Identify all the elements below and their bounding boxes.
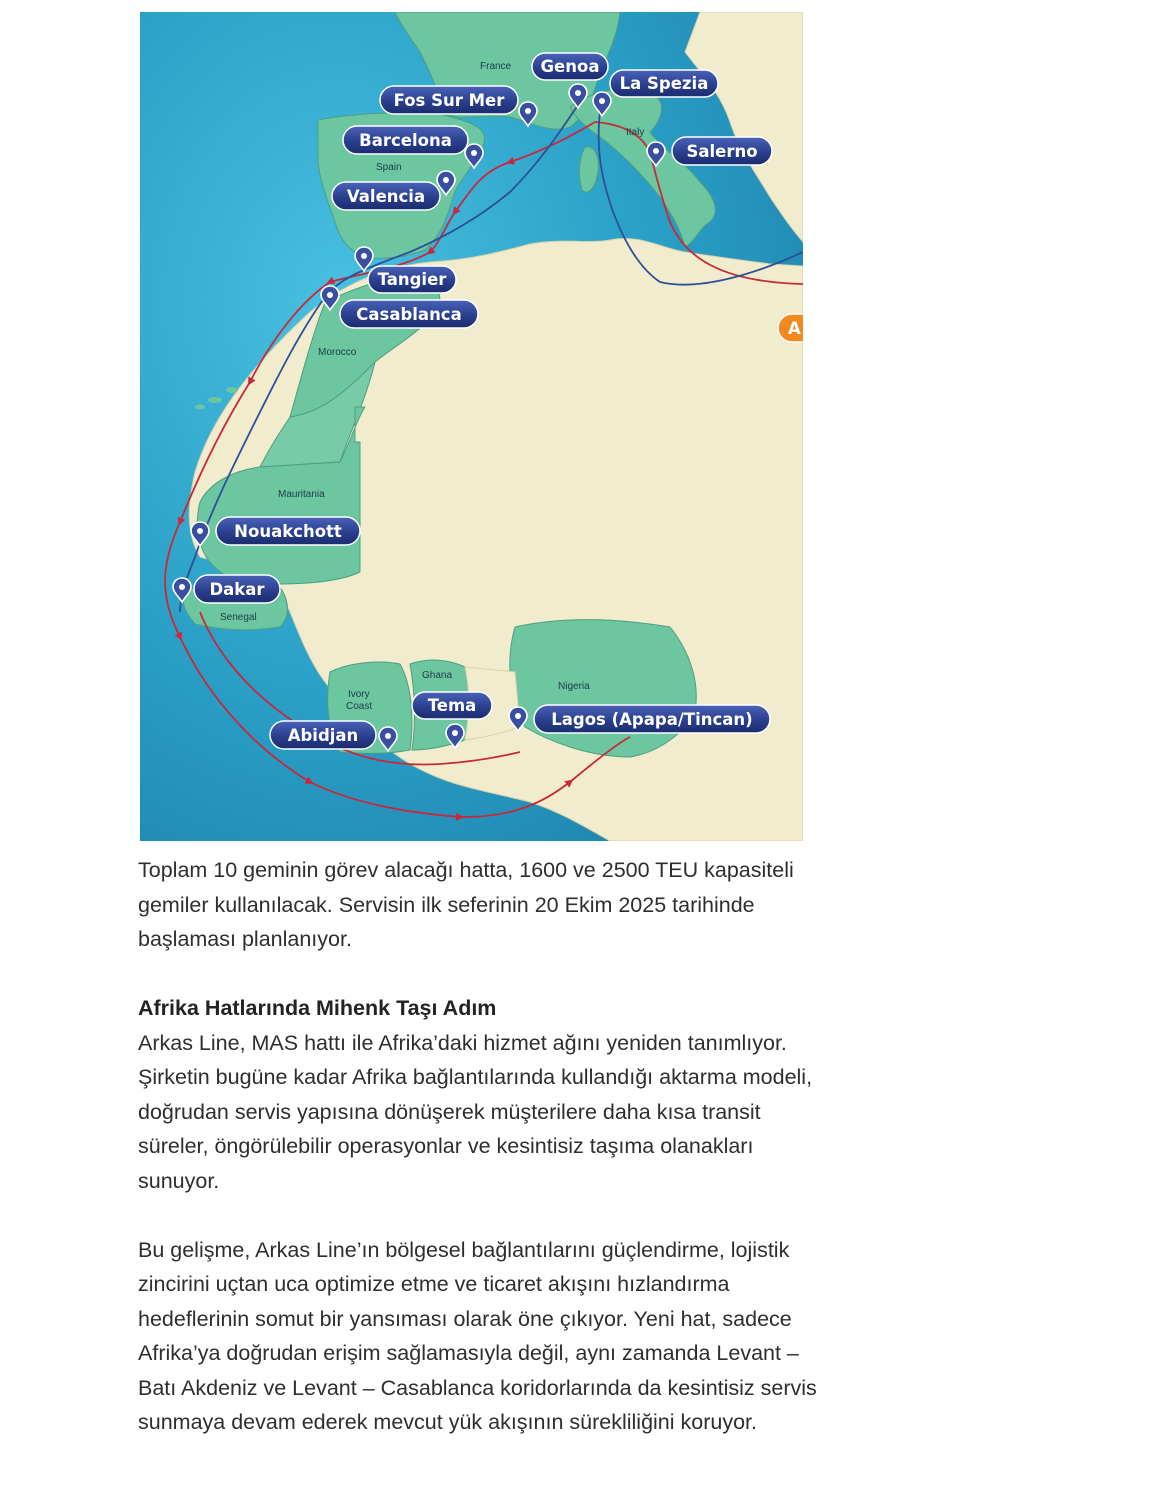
article-paragraph-3: Bu gelişme, Arkas Line’ın bölgesel bağlantılarını güçlendirme, lojistik zincirini uçtan uca optimize etme ve ticaret akışını hızlandırma hedeflerinin somut bir yansıması olarak öne çıkıyor. Yeni hat, sadece Afrika’ya doğrudan erişim sağlamasıyla değil, aynı zamanda Levant – Batı Akdeniz ve Levant – Casablanca koridorlarında da kesintisiz servis sunmaya devam ederek mevcut yük akışının sürekliliğini koruyor.: [138, 1237, 817, 1434]
port-label-dakar: [194, 575, 280, 603]
paragraph-spacer: [138, 1198, 818, 1233]
country-label-france: France: [480, 61, 512, 72]
route-map-canvas: [140, 12, 803, 841]
svg-text:Tangier: Tangier: [377, 270, 447, 289]
port-label-la-spezia: [610, 70, 718, 97]
country-label-ghana: Ghana: [422, 670, 453, 681]
port-label-nouakchott: [216, 517, 360, 545]
svg-text:Nouakchott: Nouakchott: [234, 522, 342, 541]
canary-island: [208, 397, 222, 403]
article-paragraph-2: Arkas Line, MAS hattı ile Afrika’daki hizmet ağını yeniden tanımlıyor. Şirketin bugüne kadar Afrika bağlantılarında kullandığı aktarma modeli, doğrudan servis yapısına dönüşerek müşterilere daha kısa transit süreler, öngörülebilir operasyonlar ve kesintisiz taşıma olanakları sunuyor.: [138, 1030, 813, 1193]
country-label-ivory-coast-1: Ivory: [348, 689, 370, 700]
canary-island: [195, 405, 205, 410]
port-label-cutoff: [778, 314, 803, 342]
svg-text:Fos Sur Mer: Fos Sur Mer: [393, 91, 505, 110]
article-subheading: Afrika Hatlarında Mihenk Taşı Adım: [138, 996, 497, 1020]
port-label-tema: [412, 692, 492, 719]
svg-text:Abidjan: Abidjan: [287, 726, 359, 745]
port-label-barcelona: [343, 126, 468, 154]
country-label-italy: Italy: [626, 127, 645, 138]
svg-text:Tema: Tema: [427, 696, 477, 715]
svg-text:Barcelona: Barcelona: [359, 131, 452, 150]
country-label-mauritania: Mauritania: [278, 489, 325, 500]
country-label-senegal: Senegal: [220, 612, 257, 623]
svg-text:A: A: [788, 319, 801, 338]
article-paragraph-1: Toplam 10 geminin görev alacağı hatta, 1600 ve 2500 TEU kapasiteli gemiler kullanılacak. Servisin ilk seferinin 20 Ekim 2025 tarihinde başlaması planlanıyor.: [138, 858, 794, 951]
svg-text:Casablanca: Casablanca: [356, 305, 462, 324]
country-label-nigeria: Nigeria: [558, 681, 590, 692]
article-body: [138, 853, 818, 1440]
country-label-ivory-coast-2: Coast: [346, 701, 373, 712]
svg-text:Valencia: Valencia: [346, 187, 426, 206]
svg-text:Salerno: Salerno: [686, 142, 758, 161]
port-label-abidjan: [270, 721, 376, 749]
country-label-morocco: Morocco: [318, 347, 357, 358]
port-label-lagos: [534, 705, 770, 733]
svg-text:Genoa: Genoa: [540, 57, 600, 76]
canary-island: [226, 387, 238, 393]
paragraph-spacer: [138, 957, 818, 992]
port-label-tangier: [368, 266, 456, 293]
country-label-spain: Spain: [376, 162, 402, 173]
route-map: [140, 12, 803, 841]
port-label-valencia: [332, 182, 440, 210]
svg-text:Lagos (Apapa/Tincan): Lagos (Apapa/Tincan): [551, 710, 753, 729]
port-label-genoa: [532, 53, 608, 80]
port-label-casablanca: [340, 300, 478, 328]
svg-text:La Spezia: La Spezia: [619, 74, 709, 93]
port-label-salerno: [672, 137, 772, 165]
svg-text:Dakar: Dakar: [209, 580, 265, 599]
port-label-fos-sur-mer: [380, 86, 518, 114]
